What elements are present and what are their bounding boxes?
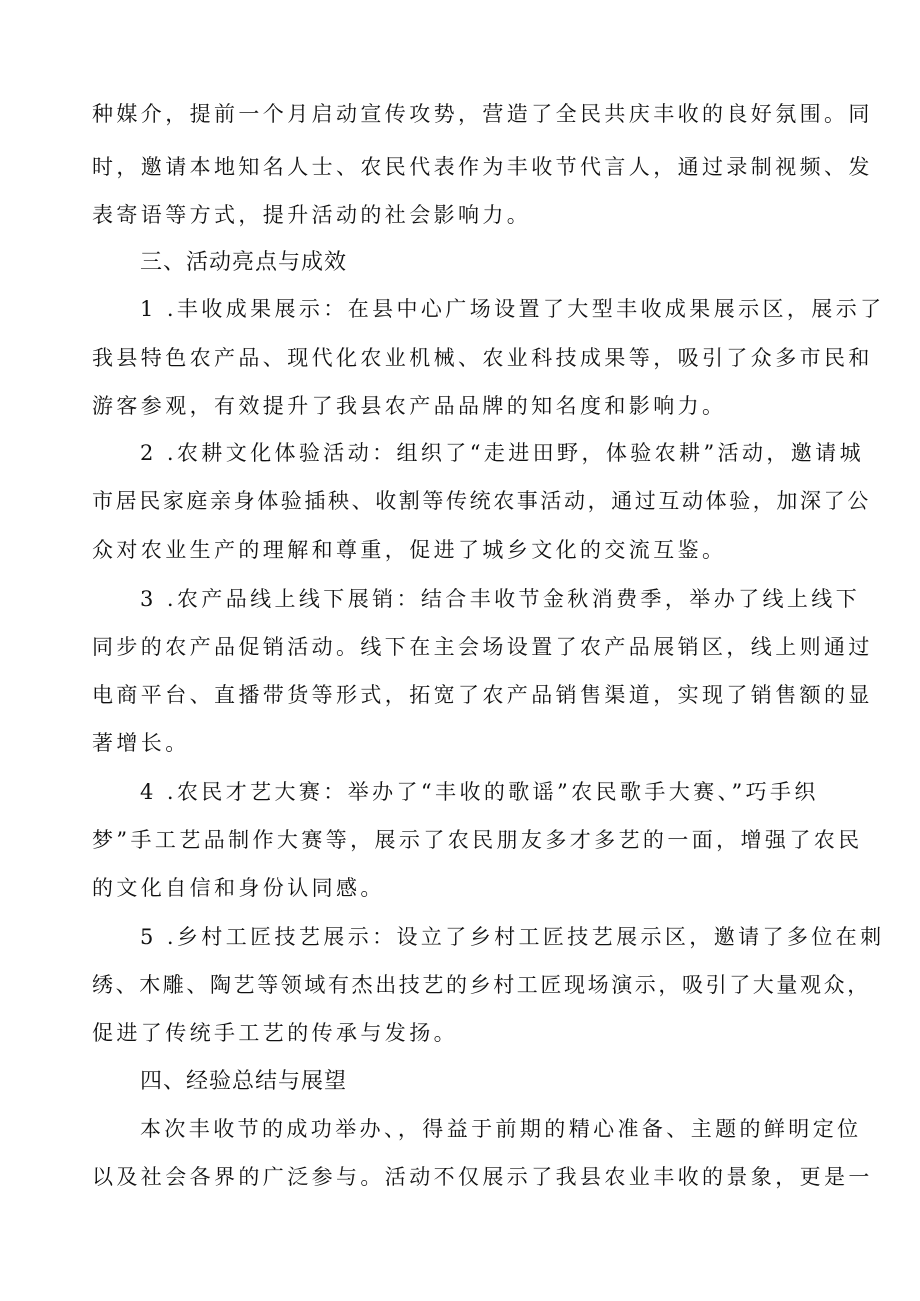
item-4-line-1: 4 .农民才艺大赛：举办了“丰收的歌谣”农民歌手大赛、”巧手织 [140,780,819,804]
item-3-line-1: 3 .农产品线上线下展销：结合丰收节金秋消费季，举办了线上线下 [140,587,861,611]
item-3-line-4: 著增长。 [92,731,190,755]
section-4-line-2: 以及社会各界的广泛参与。活动不仅展示了我县农业丰收的景象，更是一 [92,1165,873,1189]
intro-line-1: 种媒介，提前一个月启动宣传攻势，营造了全民共庆丰收的良好氛围。同 [92,102,873,126]
item-4-line-3: 的文化自信和身份认同感。 [92,876,385,900]
item-5-line-2: 绣、木雕、陶艺等领域有杰出技艺的乡村工匠现场演示，吸引了大量观众， [92,973,871,997]
item-3-line-3: 电商平台、直播带货等形式，拓宽了农产品销售渠道，实现了销售额的显 [92,683,873,707]
item-4-line-2: 梦”手工艺品制作大赛等，展示了农民朋友多才多艺的一面，增强了农民 [92,828,863,852]
item-1-line-2: 我县特色农产品、现代化农业机械、农业科技成果等，吸引了众多市民和 [92,346,873,370]
section-4-line-1: 本次丰收节的成功举办、，得益于前期的精心准备、主题的鲜明定位 [140,1117,862,1141]
item-5-line-3: 促进了传统手工艺的传承与发扬。 [92,1021,458,1045]
section-4-heading: 四、经验总结与展望 [140,1069,348,1094]
item-3-line-2: 同步的农产品促销活动。线下在主会场设置了农产品展销区，线上则通过 [92,635,873,659]
intro-line-2: 时，邀请本地知名人士、农民代表作为丰收节代言人，通过录制视频、发 [92,155,873,179]
item-1-line-1: 1 .丰收成果展示：在县中心广场设置了大型丰收成果展示区，展示了 [140,297,885,321]
item-1-line-3: 游客参观，有效提升了我县农产品品牌的知名度和影响力。 [92,394,727,418]
item-2-line-2: 市居民家庭亲身体验插秧、收割等传统农事活动，通过互动体验，加深了公 [92,489,871,513]
item-5-line-1: 5 .乡村工匠技艺展示：设立了乡村工匠技艺展示区，邀请了多位在刺 [140,925,885,949]
item-2-line-3: 众对农业生产的理解和尊重，促进了城乡文化的交流互鉴。 [92,538,727,562]
intro-line-3: 表寄语等方式，提升活动的社会影响力。 [92,203,532,227]
item-2-line-1: 2 .农耕文化体验活动：组织了“走进田野，体验农耕”活动，邀请城 [140,441,864,465]
section-3-heading: 三、活动亮点与成效 [140,250,348,275]
